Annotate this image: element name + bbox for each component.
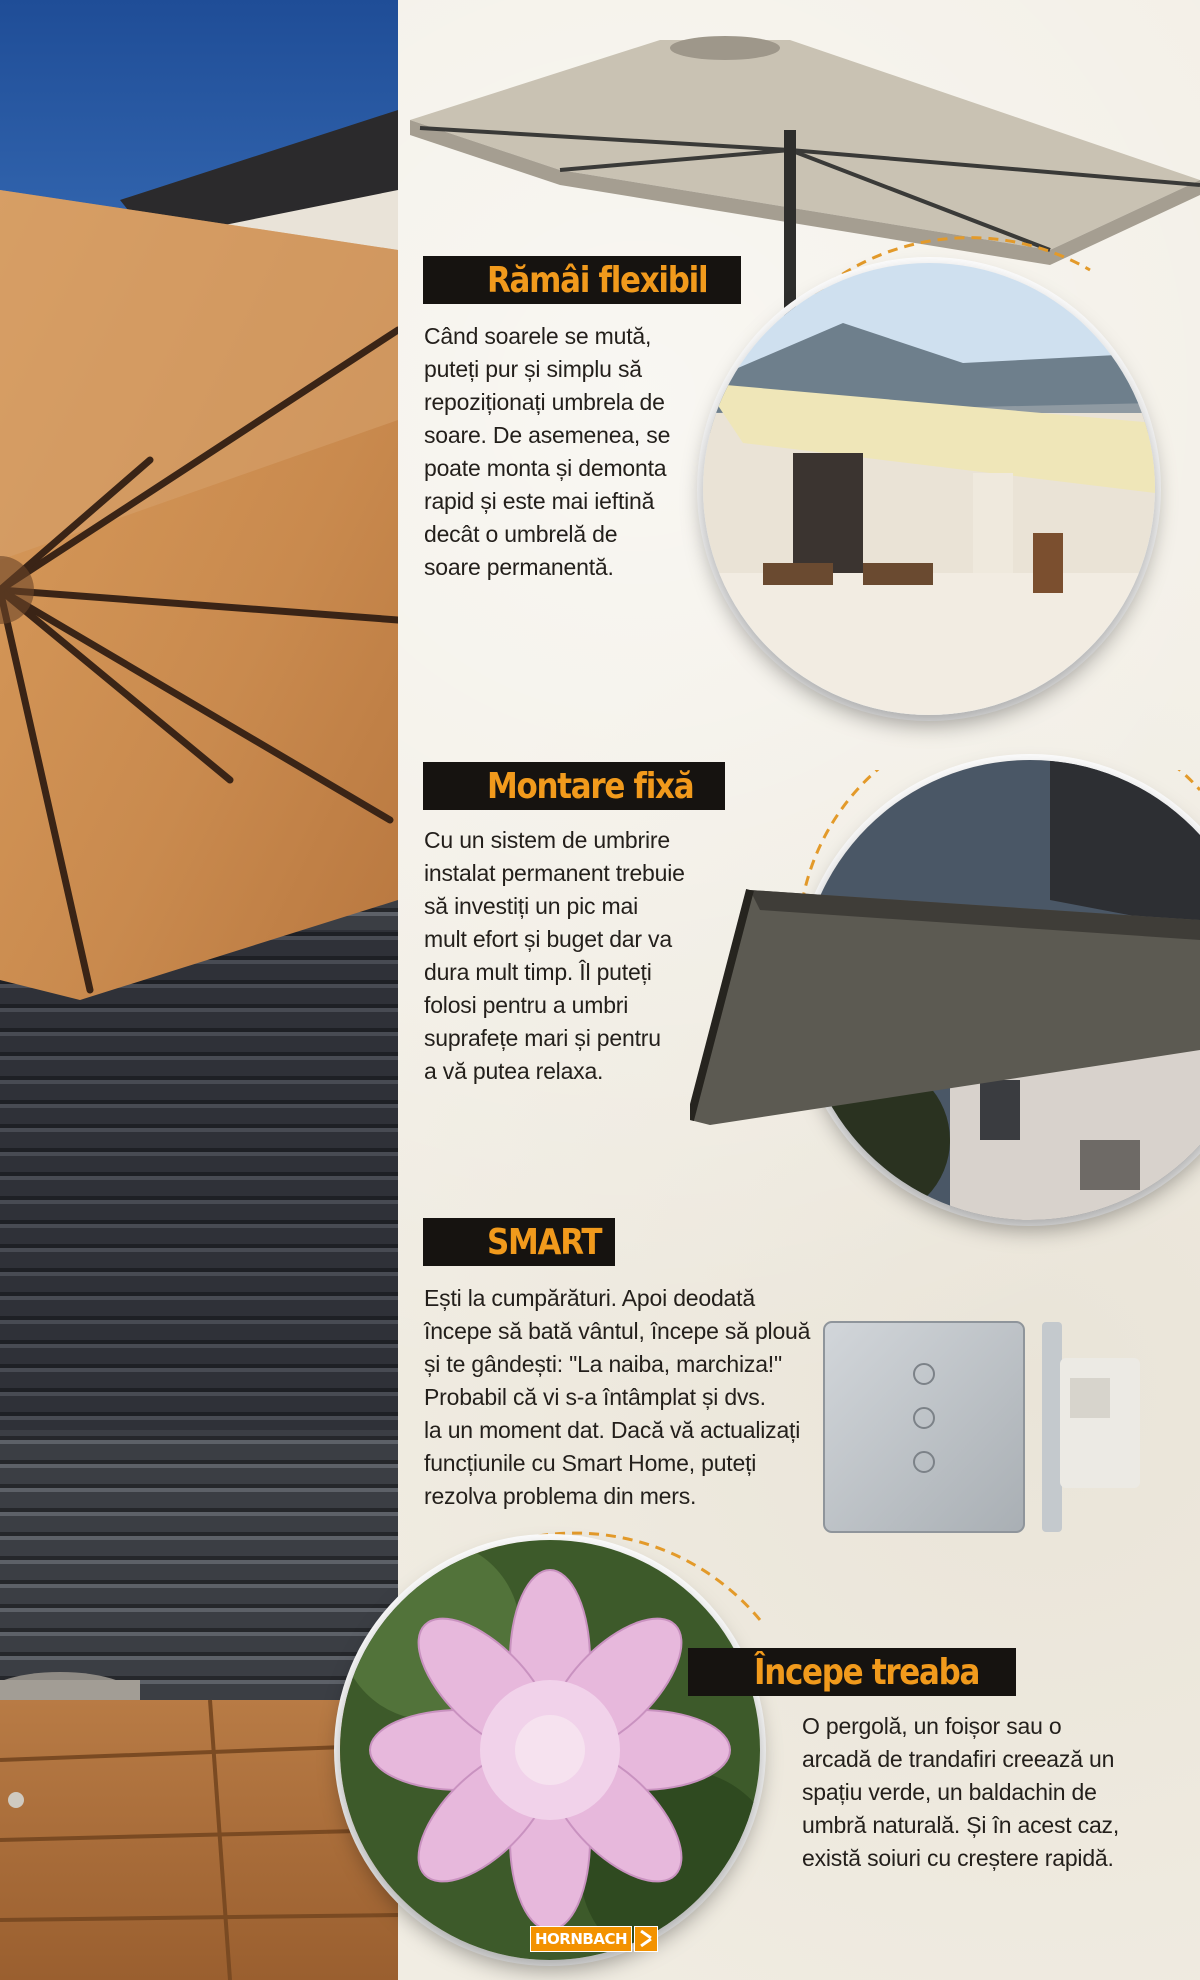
text-smart: Ești la cumpărături. Apoi deodată începe să bată vântul, începe să plouă și te gândești: "La naiba, marchiza!" Probabil că vi s-a întâmplat și dvs. la un moment dat. Dacă vă actualizați funcțiunile cu Smart Home, puteți rezolva problema din mers.	[424, 1285, 811, 1509]
hornbach-logo	[530, 1926, 670, 1952]
heading-text: Rămâi flexibil	[487, 259, 708, 301]
hornbach-mark-icon	[634, 1926, 658, 1952]
smart-switch-image	[820, 1318, 1160, 1538]
text-montare-fixa: Cu un sistem de umbrire instalat permanent trebuie să investiți un pic mai mult efort și buget dar va dura mult timp. Îl puteți folosi pentru a umbri suprafețe mari și pentru a vă putea relaxa.	[424, 827, 685, 1084]
heading-text: Montare fixă	[487, 765, 694, 807]
awning-image	[690, 880, 1200, 1130]
text-ramai-flexibil: Când soarele se mută, puteți pur și simplu să repoziționați umbrela de soare. De asemenea, se poate monta și demonta rapid și este mai ieftină decât o umbrelă de soare permanentă.	[424, 323, 671, 580]
heading-ramai-flexibil	[423, 256, 741, 304]
heading-smart	[423, 1218, 615, 1266]
heading-text: Începe treaba	[754, 1651, 980, 1693]
hornbach-wordmark: HORNBACH	[530, 1926, 632, 1952]
heading-incepe-treaba	[688, 1648, 1016, 1696]
heading-text: SMART	[487, 1221, 602, 1263]
heading-montare-fixa	[423, 762, 725, 810]
text-incepe-treaba: O pergolă, un foișor sau o arcadă de trandafiri creează un spațiu verde, un baldachin de umbră naturală. Și în acest caz, există soiuri cu creștere rapidă.	[802, 1713, 1120, 1871]
umbrella-photo	[0, 0, 398, 1980]
photo-dahlia-circle	[340, 1540, 760, 1960]
photo-sail-shade-circle	[703, 263, 1155, 715]
